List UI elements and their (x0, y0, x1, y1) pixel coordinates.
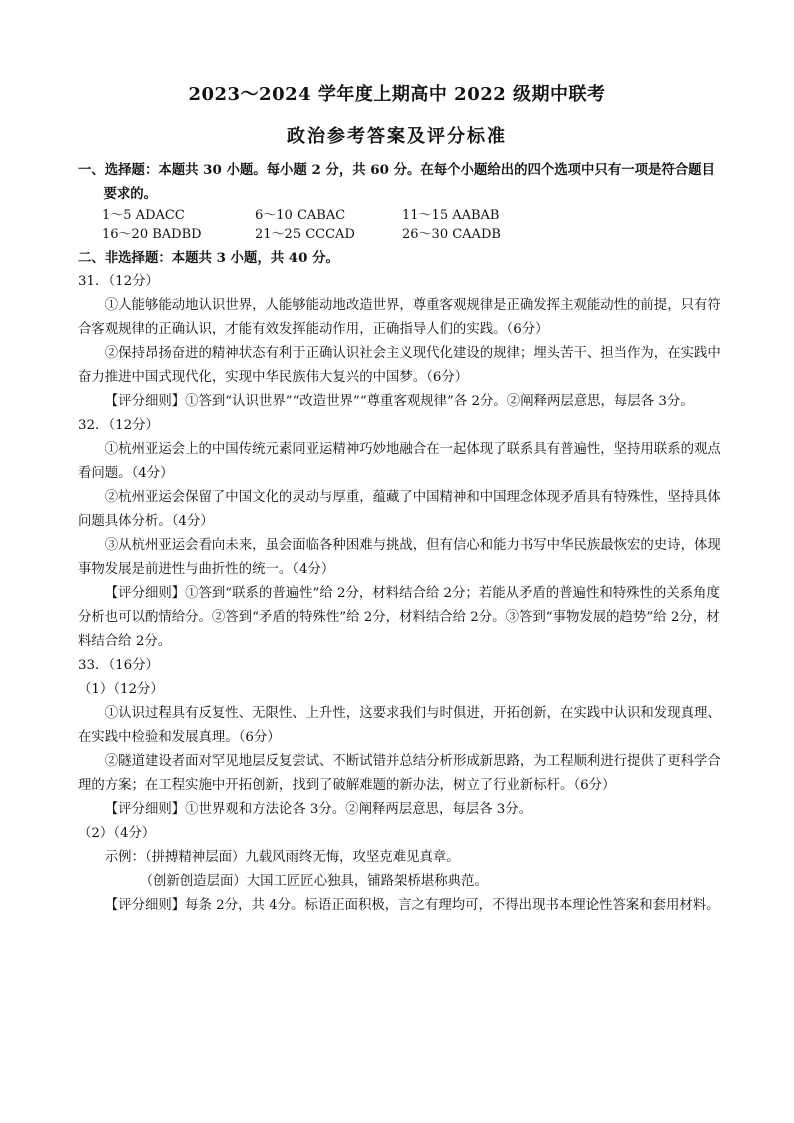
answer-group: 16～20 BADBD (102, 227, 202, 242)
exam-title: 2023～2024 学年度上期高中 2022 级期中联考 (188, 84, 606, 105)
answer-group: 26～30 CAADB (402, 227, 501, 242)
q32-point-1: ①杭州亚运会上的中国传统元素同亚运精神巧妙地融合在一起体现了联系具有普遍性，坚持用联系的观点看问题。（4分） (78, 442, 721, 481)
q33-sub1-label: （1）（12分） (78, 682, 164, 697)
q33-rubric-2: 【评分细则】每条 2分，共 4分。标语正面积极，言之有理均可，不得出现书本理论性答案和套用材料。 (104, 898, 720, 913)
document-body (78, 158, 722, 918)
q31-label: 31．（12分） (78, 274, 159, 289)
answer-group: 6～10 CABAC (255, 208, 346, 223)
section1-heading: 一、选择题：本题共 30 小题。每小题 2 分，共 60 分。在每个小题给出的四个选项中只有一项是符合题目要求的。 (78, 162, 715, 202)
q32-label: 32．（12分） (78, 418, 159, 433)
q33-example-2: （创新创造层面）大国工匠匠心独具，铺路架桥堪称典范。 (139, 874, 488, 889)
choice-answer-table (102, 206, 552, 244)
document-subtitle: 政治参考答案及评分标准 (287, 126, 507, 147)
q33-point-2: ②隧道建设者面对罕见地层反复尝试、不断试错并总结分析形成新思路，为工程顺利进行提供了更科学合理的方案；在工程实施中开拓创新，找到了破解难题的新办法，树立了行业新标杆。（6分） (78, 754, 721, 793)
q33-point-1: ①认识过程具有反复性、无限性、上升性，这要求我们与时俱进，开拓创新，在实践中认识和发现真理、在实践中检验和发展真理。（6分） (78, 706, 721, 745)
q31-point-2: ②保持昂扬奋进的精神状态有利于正确认识社会主义现代化建设的规律；埋头苦干、担当作为，在实践中奋力推进中国式现代化，实现中华民族伟大复兴的中国梦。（6分） (78, 346, 721, 385)
answer-row (102, 225, 552, 244)
q32-rubric: 【评分细则】①答到“联系的普遍性”给 2分，材料结合给 2分；若能从矛盾的普遍性和特殊性的关系角度分析也可以酌情给分。②答到“矛盾的特殊性”给 2分，材料结合给 2分。③答到“事物发展的趋势”给 2分，材料结合给 2分。 (78, 586, 720, 649)
answer-row (102, 206, 552, 225)
section2-heading: 二、非选择题：本题共 3 小题，共 40 分。 (78, 250, 339, 266)
q33-sub2-label: （2）（4分） (78, 826, 156, 841)
answer-group: 21～25 CCCAD (255, 227, 355, 242)
q33-example-1: 示例：（拼搏精神层面）九载风雨终无悔，攻坚克难见真章。 (104, 850, 460, 865)
q33-rubric-1: 【评分细则】①世界观和方法论各 3分。②阐释两层意思，每层各 3分。 (104, 802, 533, 817)
q32-point-2: ②杭州亚运会保留了中国文化的灵动与厚重，蕴藏了中国精神和中国理念体现矛盾具有特殊性，坚持具体问题具体分析。（4分） (78, 490, 721, 529)
answer-group: 11～15 AABAB (402, 208, 500, 223)
q31-point-1: ①人能够能动地认识世界，人能够能动地改造世界，尊重客观规律是正确发挥主观能动性的前提，只有符合客观规律的正确认识，才能有效发挥能动作用，正确指导人们的实践。（6分） (78, 298, 721, 337)
q31-rubric: 【评分细则】①答到“认识世界”“改造世界”“尊重客观规律”各 2分。②阐释两层意思，每层各 3分。 (104, 394, 694, 409)
answer-group: 1～5 ADACC (102, 208, 185, 223)
q32-point-3: ③从杭州亚运会看向未来，虽会面临各种困难与挑战，但有信心和能力书写中华民族最恢宏的史诗，体现事物发展是前进性与曲折性的统一。（4分） (78, 538, 721, 577)
q33-label: 33．（16分） (78, 658, 159, 673)
